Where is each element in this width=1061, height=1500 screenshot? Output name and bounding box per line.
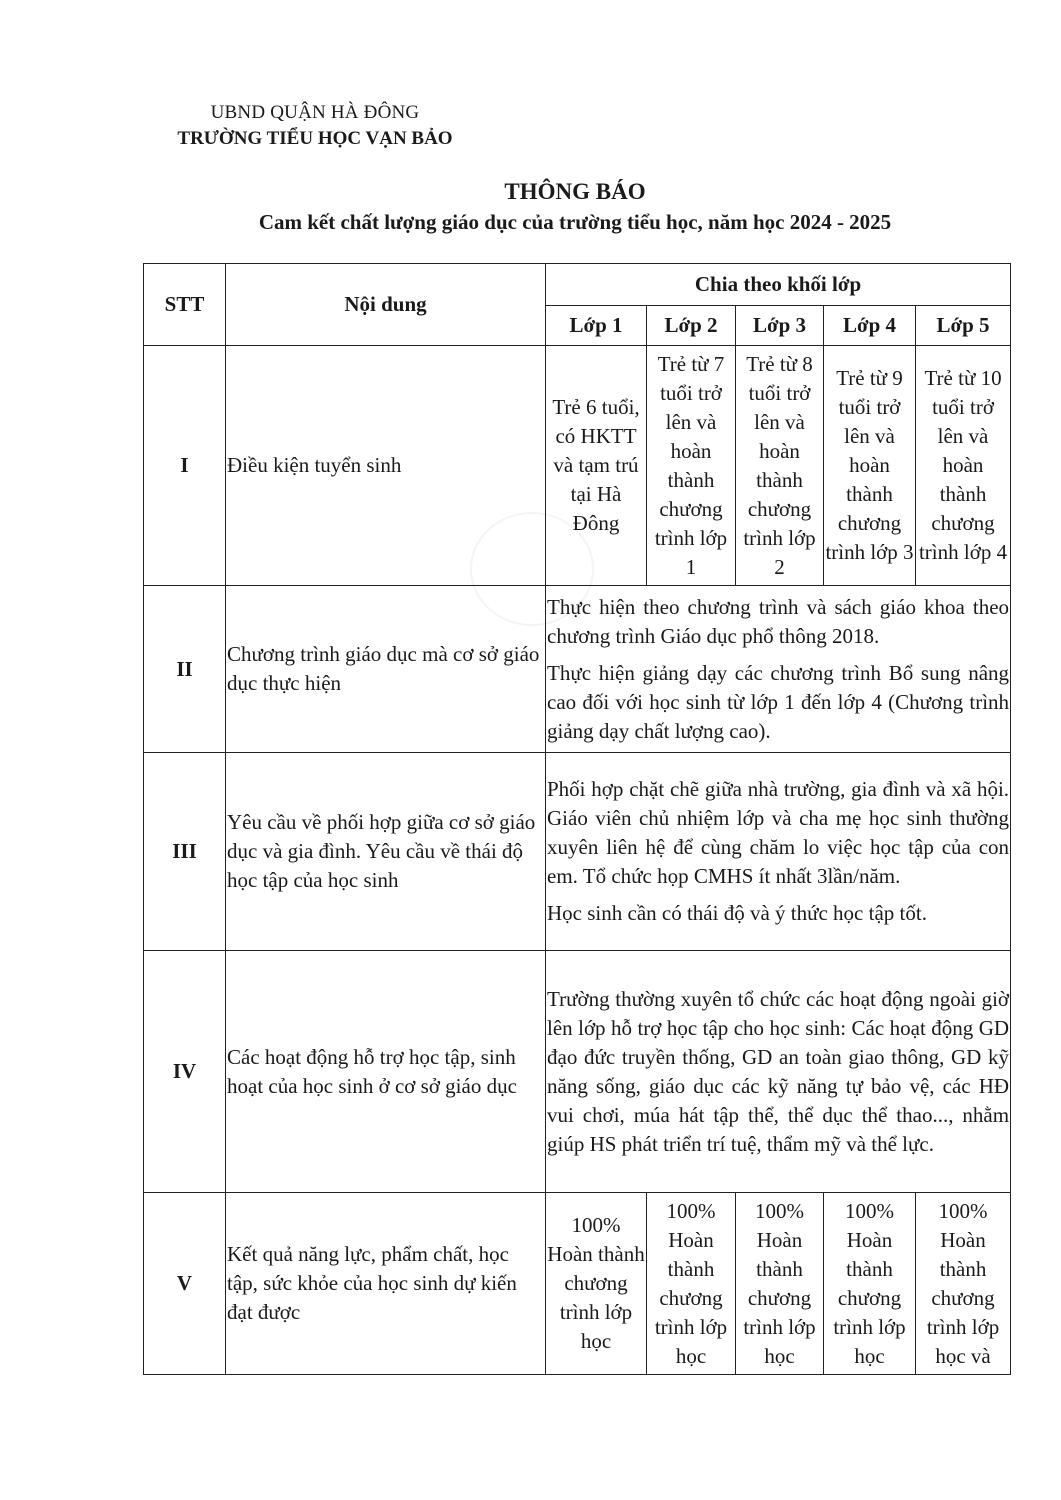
row-number: V xyxy=(144,1193,226,1375)
row-number: III xyxy=(144,753,226,951)
issuer-header xyxy=(150,100,480,152)
table-row xyxy=(144,951,1011,1193)
commitment-table xyxy=(143,263,1011,1375)
school-name: TRƯỜNG TIỂU HỌC VẠN BẢO xyxy=(177,128,453,149)
table-row xyxy=(144,1193,1011,1375)
header-grade-group: Chia theo khối lớp xyxy=(546,264,1011,306)
row-content: Kết quả năng lực, phẩm chất, học tập, sức khỏe của học sinh dự kiến đạt được xyxy=(226,1193,546,1375)
header-grade-2: Lớp 2 xyxy=(647,306,736,346)
row-content: Các hoạt động hỗ trợ học tập, sinh hoạt của học sinh ở cơ sở giáo dục xyxy=(226,951,546,1193)
row-content: Điều kiện tuyển sinh xyxy=(226,346,546,586)
grade-cell: 100% Hoàn thành chương trình lớp học và xyxy=(916,1193,1011,1375)
paragraph: Phối hợp chặt chẽ giữa nhà trường, gia đình và xã hội. Giáo viên chủ nhiệm lớp và cha mẹ học sinh thường xuyên liên hệ để cùng chăm lo việc học tập của con em. Tổ chức họp CMHS ít nhất 3lần/năm. xyxy=(547,777,1010,888)
grade-cell: 100% Hoàn thành chương trình lớp học xyxy=(647,1193,736,1375)
authority-name: UBND QUẬN HÀ ĐÔNG xyxy=(210,102,420,123)
table-row xyxy=(144,346,1011,586)
paragraph: Thực hiện giảng dạy các chương trình Bổ sung nâng cao đối với học sinh từ lớp 1 đến lớp 4 (Chương trình giảng dạy chất lượng cao). xyxy=(547,660,1010,743)
document-title xyxy=(140,177,1010,237)
row-number: IV xyxy=(144,951,226,1193)
grade-cell: Trẻ từ 8 tuổi trở lên và hoàn thành chương trình lớp 2 xyxy=(736,346,824,586)
header-content: Nội dung xyxy=(226,264,546,346)
row-number: II xyxy=(144,586,226,753)
grade-cell: Trẻ từ 10 tuổi trở lên và hoàn thành chương trình lớp 4 xyxy=(916,346,1011,586)
grade-cell: Trẻ từ 7 tuổi trở lên và hoàn thành chương trình lớp 1 xyxy=(647,346,736,586)
grade-cell: 100% Hoàn thành chương trình lớp học xyxy=(736,1193,824,1375)
table-row xyxy=(144,753,1011,951)
header-grade-1: Lớp 1 xyxy=(546,306,647,346)
grade-cell: Trẻ 6 tuổi, có HKTT và tạm trú tại Hà Đông xyxy=(546,346,647,586)
row-content: Chương trình giáo dục mà cơ sở giáo dục thực hiện xyxy=(226,586,546,753)
grade-cell: 100% Hoàn thành chương trình lớp học xyxy=(824,1193,916,1375)
header-grade-3: Lớp 3 xyxy=(736,306,824,346)
row-number: I xyxy=(144,346,226,586)
row-content: Yêu cầu về phối hợp giữa cơ sở giáo dục và gia đình. Yêu cầu về thái độ học tập của học sinh xyxy=(226,753,546,951)
grade-cell: Trẻ từ 9 tuổi trở lên và hoàn thành chương trình lớp 3 xyxy=(824,346,916,586)
header-grade-5: Lớp 5 xyxy=(916,306,1011,346)
grade-cell: 100% Hoàn thành chương trình lớp học xyxy=(546,1193,647,1375)
table-row xyxy=(144,586,1011,753)
title-main: THÔNG BÁO xyxy=(504,179,646,204)
title-subtitle: Cam kết chất lượng giáo dục của trường tiểu học, năm học 2024 - 2025 xyxy=(258,210,892,234)
row-description xyxy=(546,586,1011,753)
paragraph: Thực hiện theo chương trình và sách giáo khoa theo chương trình Giáo dục phổ thông 2018. xyxy=(547,594,1010,648)
row-description xyxy=(546,951,1011,1193)
paragraph: Trường thường xuyên tổ chức các hoạt động ngoài giờ lên lớp hỗ trợ học tập cho học sinh: Các hoạt động GD đạo đức truyền thống, GD an toàn giao thông, GD kỹ năng sống, giáo dục các kỹ năng tự bảo vệ, các HĐ vui chơi, múa hát tập thể, thể dục thể thao..., nhằm giúp HS phát triển trí tuệ, thẩm mỹ và thể lực. xyxy=(547,986,1010,1156)
row-description xyxy=(546,753,1011,951)
paragraph: Học sinh cần có thái độ và ý thức học tập tốt. xyxy=(547,901,927,925)
header-grade-4: Lớp 4 xyxy=(824,306,916,346)
header-stt: STT xyxy=(144,264,226,346)
